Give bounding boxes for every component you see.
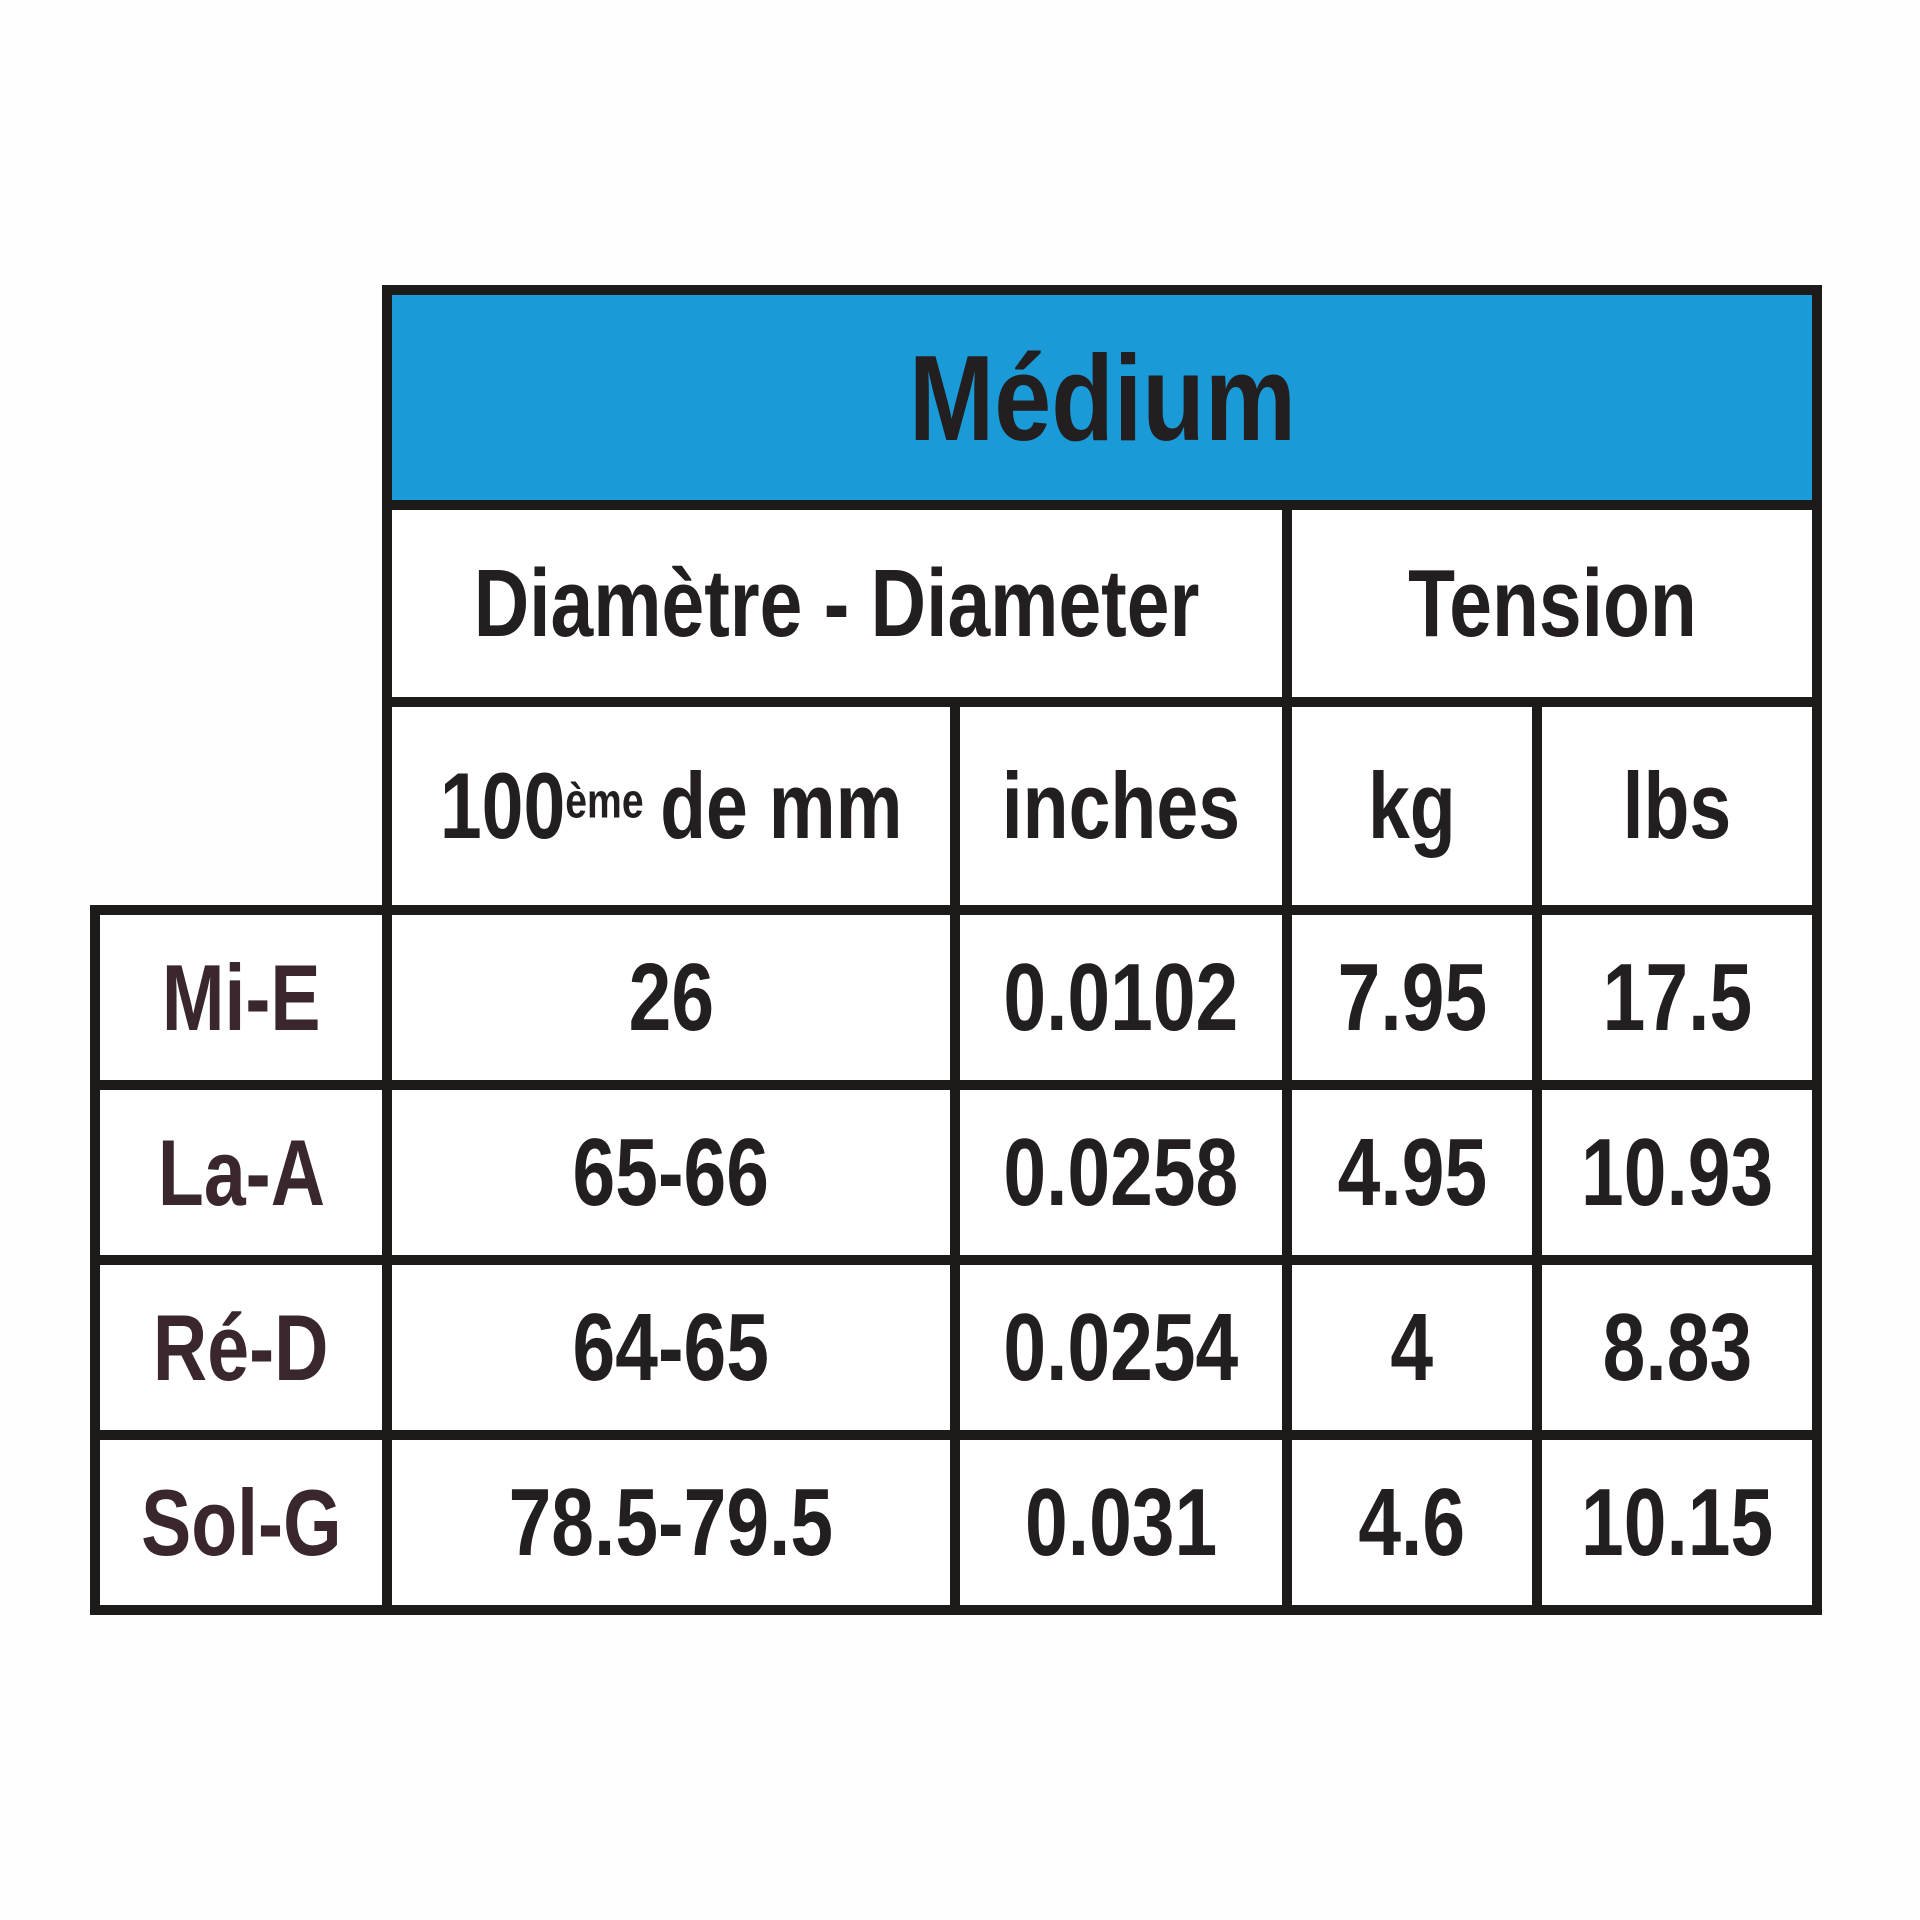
cell-mi-e-kg: 7.95 <box>1282 905 1542 1090</box>
group-header-diameter <box>382 500 1292 707</box>
cell-sol-g-kg: 4.6 <box>1282 1430 1542 1615</box>
cell-mi-e-lbs: 17.5 <box>1532 905 1822 1090</box>
cell-la-a-kg: 4.95 <box>1282 1080 1542 1265</box>
cell-sol-g-hundredth-mm: 78.5-79.5 <box>382 1430 960 1615</box>
row-label-la-a: La-A <box>90 1080 392 1265</box>
cell-mi-e-hundredth-mm: 26 <box>382 905 960 1090</box>
subheader-lbs-label: lbs <box>1622 753 1732 858</box>
cell-mi-e-inches: 0.0102 <box>950 905 1292 1090</box>
row-label-sol-g: Sol-G <box>90 1430 392 1615</box>
table-title-band <box>382 285 1822 510</box>
subheader-hundredth-mm <box>382 697 960 915</box>
table-title: Médium <box>908 329 1296 466</box>
cell-re-d-inches: 0.0254 <box>950 1255 1292 1440</box>
cell-re-d-lbs: 8.83 <box>1532 1255 1822 1440</box>
group-header-tension <box>1282 500 1822 707</box>
cell-re-d-kg: 4 <box>1282 1255 1542 1440</box>
subheader-hundredth-mm-label: 100ème de mm <box>439 753 903 858</box>
group-header-tension-label: Tension <box>1407 549 1697 657</box>
cell-re-d-hundredth-mm: 64-65 <box>382 1255 960 1440</box>
group-header-diameter-label: Diamètre - Diameter <box>474 549 1200 657</box>
cell-la-a-inches: 0.0258 <box>950 1080 1292 1265</box>
subheader-kg <box>1282 697 1542 915</box>
subheader-inches <box>950 697 1292 915</box>
cell-la-a-lbs: 10.93 <box>1532 1080 1822 1265</box>
subheader-inches-label: inches <box>1001 753 1241 858</box>
row-label-mi-e: Mi-E <box>90 905 392 1090</box>
cell-la-a-hundredth-mm: 65-66 <box>382 1080 960 1265</box>
subheader-kg-label: kg <box>1368 753 1456 858</box>
row-label-re-d: Ré-D <box>90 1255 392 1440</box>
cell-sol-g-lbs: 10.15 <box>1532 1430 1822 1615</box>
subheader-lbs <box>1532 697 1822 915</box>
cell-sol-g-inches: 0.031 <box>950 1430 1292 1615</box>
